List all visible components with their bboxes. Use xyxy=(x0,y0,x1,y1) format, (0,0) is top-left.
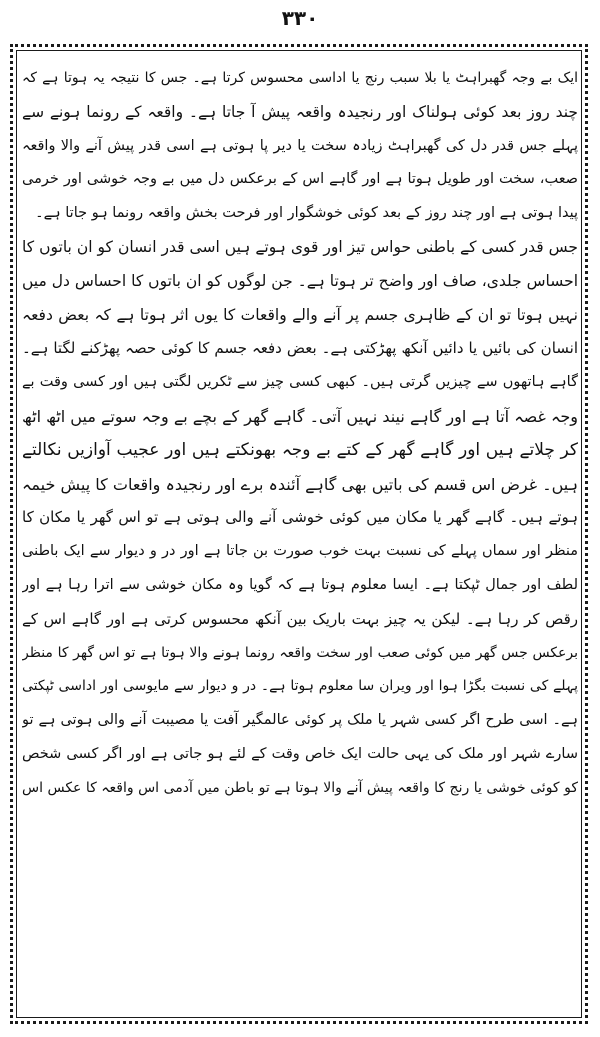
body-text xyxy=(22,62,578,1014)
text-line: جس قدر کسی کے باطنی حواس تیز اور قوی ہوتے ہیں اسی قدر انسان کو ان باتوں کا xyxy=(22,237,578,256)
text-line: پہلے جس قدر دل کی گھبراہٹ زیادہ سخت یا دیر پا ہوتی ہے اسی قدر پیش آنے والا واقعہ xyxy=(22,137,578,154)
text-line: احساس جلدی، صاف اور واضح تر ہوتا ہے۔ جن لوگوں کو ان باتوں کا احساس دل میں xyxy=(22,271,578,290)
text-line: ہیں۔ غرض اس قسم کی باتیں بھی گاہے آئندہ برے اور رنجیدہ واقعات کا پیش خیمہ xyxy=(22,474,578,494)
text-line: کو کوئی خوشی یا رنج کا واقعہ پیش آنے والا ہوتا ہے تو باطن میں آدمی اس واقعہ کا عکس اس xyxy=(22,779,578,796)
text-line: انسان کی بائیں یا دائیں آنکھ پھڑکتی ہے۔ بعض دفعہ جسم کا کوئی حصہ پھڑکنے لگتا ہے۔ xyxy=(22,339,578,358)
text-line: نہیں ہوتا تو ان کے ظاہری جسم پر آنے والے واقعات کا یوں اثر ہوتا ہے کہ بعض دفعہ xyxy=(22,305,578,324)
text-line: ایک بے وجہ گھبراہٹ یا بلا سبب رنج یا اداسی محسوس کرتا ہے۔ جس کا نتیجہ یہ ہوتا ہے کہ xyxy=(22,70,578,86)
text-line: منظر اور سماں پہلے کی نسبت بہت خوب صورت بن جاتا ہے اور در و دیوار سے ایک باطنی xyxy=(22,543,578,560)
text-line: سارے شہر اور ملک کی یہی حالت ایک خاص وقت کے لئے ہو جاتی ہے اور اگر کسی شخص xyxy=(22,745,578,762)
page-number: ۳۳۰ xyxy=(281,6,319,30)
text-line: پہلے کی نسبت بگڑا ہوا اور ویران سا معلوم ہوتا ہے۔ در و دیوار سے مایوسی اور اداسی ٹپکتی xyxy=(22,678,578,695)
text-line: ہوتے ہیں۔ گاہے گھر یا مکان میں کوئی خوشی آنے والی ہوتی ہے تو اس گھر یا مکان کا xyxy=(22,508,578,527)
text-line: گاہے ہاتھوں سے چیزیں گرتی ہیں۔ کبھی کسی چیز سے ٹکریں لگتی ہیں اور کسی وقت بے xyxy=(22,374,578,391)
text-line: وجہ غصہ آتا ہے اور گاہے نیند نہیں آتی۔ گاہے گھر کے بچے بے وجہ سوتے میں اٹھ اٹھ xyxy=(22,406,578,426)
text-line: برعکس جس گھر میں کوئی صعب اور سخت واقعہ رونما ہونے والا ہوتا ہے تو اس گھر کا منظر xyxy=(22,644,578,661)
text-line: کر چلاتے ہیں اور گاہے گھر کے کتے بے وجہ بھونکتے ہیں اور عجیب آوازیں نکالتے xyxy=(22,439,578,460)
text-line: صعب، سخت اور طویل ہوتا ہے اور گاہے اس کے برعکس دل میں بے وجہ خوشی اور خرمی xyxy=(22,171,578,188)
text-line: ہے۔ اسی طرح اگر کسی شہر یا ملک پر کوئی عالمگیر آفت یا مصیبت آنے والی ہوتی ہے تو xyxy=(22,712,578,729)
text-line: رقص کر رہا ہے۔ لیکن یہ چیز بہت باریک بین آنکھ محسوس کرتی ہے اور گاہے اس کے xyxy=(22,609,578,628)
text-line: چند روز بعد کوئی ہولناک اور رنجیدہ واقعہ پیش آ جاتا ہے۔ واقعہ کے رونما ہونے سے xyxy=(22,102,578,121)
text-line: لطف اور جمال ٹپکتا ہے۔ ایسا معلوم ہوتا ہے کہ گویا وہ مکان خوشی سے اترا رہا ہے اور xyxy=(22,576,578,593)
text-line: پیدا ہوتی ہے اور چند روز کے بعد کوئی خوشگوار اور فرحت بخش واقعہ رونما ہو جاتا ہے۔ xyxy=(35,205,578,222)
